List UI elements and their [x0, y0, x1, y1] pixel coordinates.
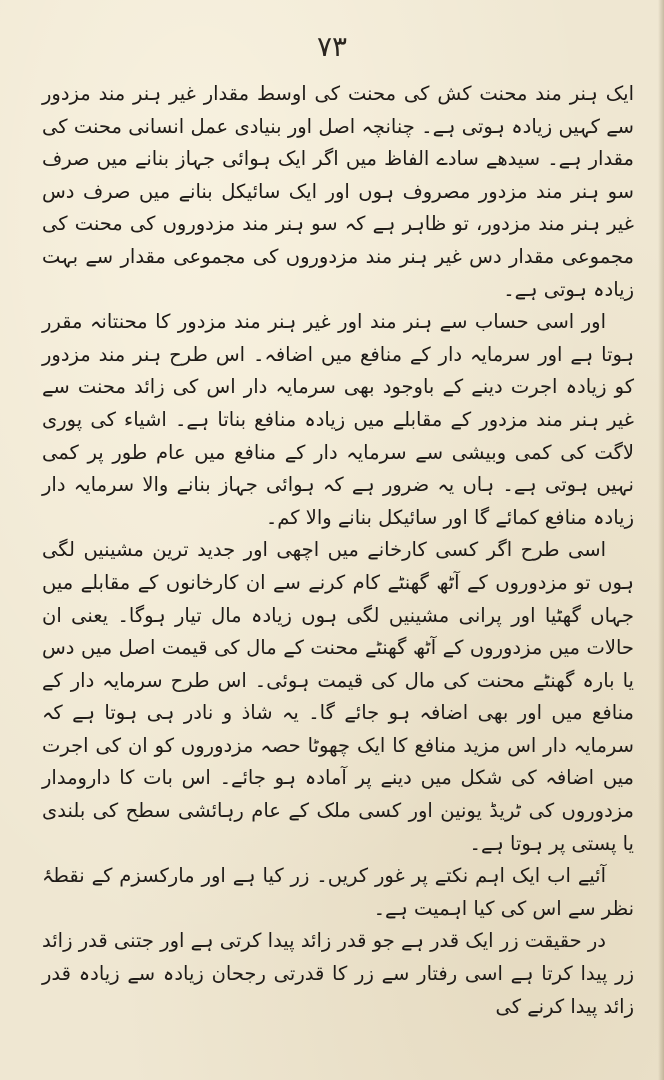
paragraph-3: اسی طرح اگر کسی کارخانے میں اچھی اور جدید ترین مشینیں لگی ہوں تو مزدوروں کے آٹھ گھنٹے کام کرنے سے ان کارخانوں کے مقابلے میں جہاں گھٹیا اور پرانی مشینیں لگی ہوں زیادہ مال تیار ہوگا۔ یعنی ان حالات میں مزدوروں کے آٹھ گھنٹے محنت کے مال کی قیمت اصل میں دس یا بارہ گھنٹے محنت کی مال کی قیمت ہوئی۔ اس طرح سرمایہ دار کے منافع میں اور بھی اضافہ ہو جائے گا۔ یہ شاذ و نادر ہی ہوتا ہے کہ سرمایہ دار اس مزید منافع کا ایک چھوٹا حصہ مزدوروں کو ان کی اجرت میں اضافہ کی شکل میں دینے پر آمادہ ہو جائے۔ اس بات کا دارومدار مزدوروں کی ٹریڈ یونین اور کسی ملک کے عام رہائشی سطح کی بلندی یا پستی پر ہوتا ہے۔	[42, 538, 634, 855]
page-edge-shadow	[658, 0, 664, 1080]
paragraph-4: آئیے اب ایک اہم نکتے پر غور کریں۔ زر کیا ہے اور مارکسزم کے نقطۂ نظر سے اس کی کیا اہمیت ہے۔	[42, 864, 634, 920]
page-number: ۷۳	[316, 30, 348, 63]
paragraph-2: اور اسی حساب سے ہنر مند اور غیر ہنر مند مزدور کا محنتانہ مقرر ہوتا ہے اور سرمایہ دار کے منافع میں اضافہ۔ اس طرح ہنر مند مزدور کو زیادہ اجرت دینے کے باوجود بھی سرمایہ دار اس کی زائد محنت سے غیر ہنر مند مزدور کے مقابلے میں زیادہ منافع بناتا ہے۔ اشیاء کی پوری لاگت کی کمی وبیشی سے سرمایہ دار کے منافع میں عام طور پر کمی نہیں ہوتی ہے۔ ہاں یہ ضرور ہے کہ ہوائی جہاز بنانے والا سرمایہ دار زیادہ منافع کمائے گا اور سائیکل بنانے والا کم۔	[42, 310, 634, 529]
paragraph-1: ایک ہنر مند محنت کش کی محنت کی اوسط مقدار غیر ہنر مند مزدور سے کہیں زیادہ ہوتی ہے۔ چنانچہ اصل اور بنیادی عمل انسانی محنت کی مقدار ہے۔ سیدھے سادے الفاظ میں اگر ایک ہوائی جہاز بنانے میں صرف سو ہنر مند مزدور مصروف ہوں اور ایک سائیکل بنانے میں صرف دس غیر ہنر مند مزدور، تو ظاہر ہے کہ سو ہنر مند مزدوروں کی محنت کی مجموعی مقدار دس غیر ہنر مند مزدوروں کی مجموعی مقدار سے بہت زیادہ ہوتی ہے۔	[42, 82, 634, 301]
paragraph-5: در حقیقت زر ایک قدر ہے جو قدر زائد پیدا کرتی ہے اور جتنی قدر زائد زر پیدا کرتا ہے اسی رفتار سے زر کا قدرتی رجحان زیادہ سے زیادہ قدر زائد پیدا کرنے کی	[42, 929, 634, 1018]
body-text	[42, 78, 634, 1023]
